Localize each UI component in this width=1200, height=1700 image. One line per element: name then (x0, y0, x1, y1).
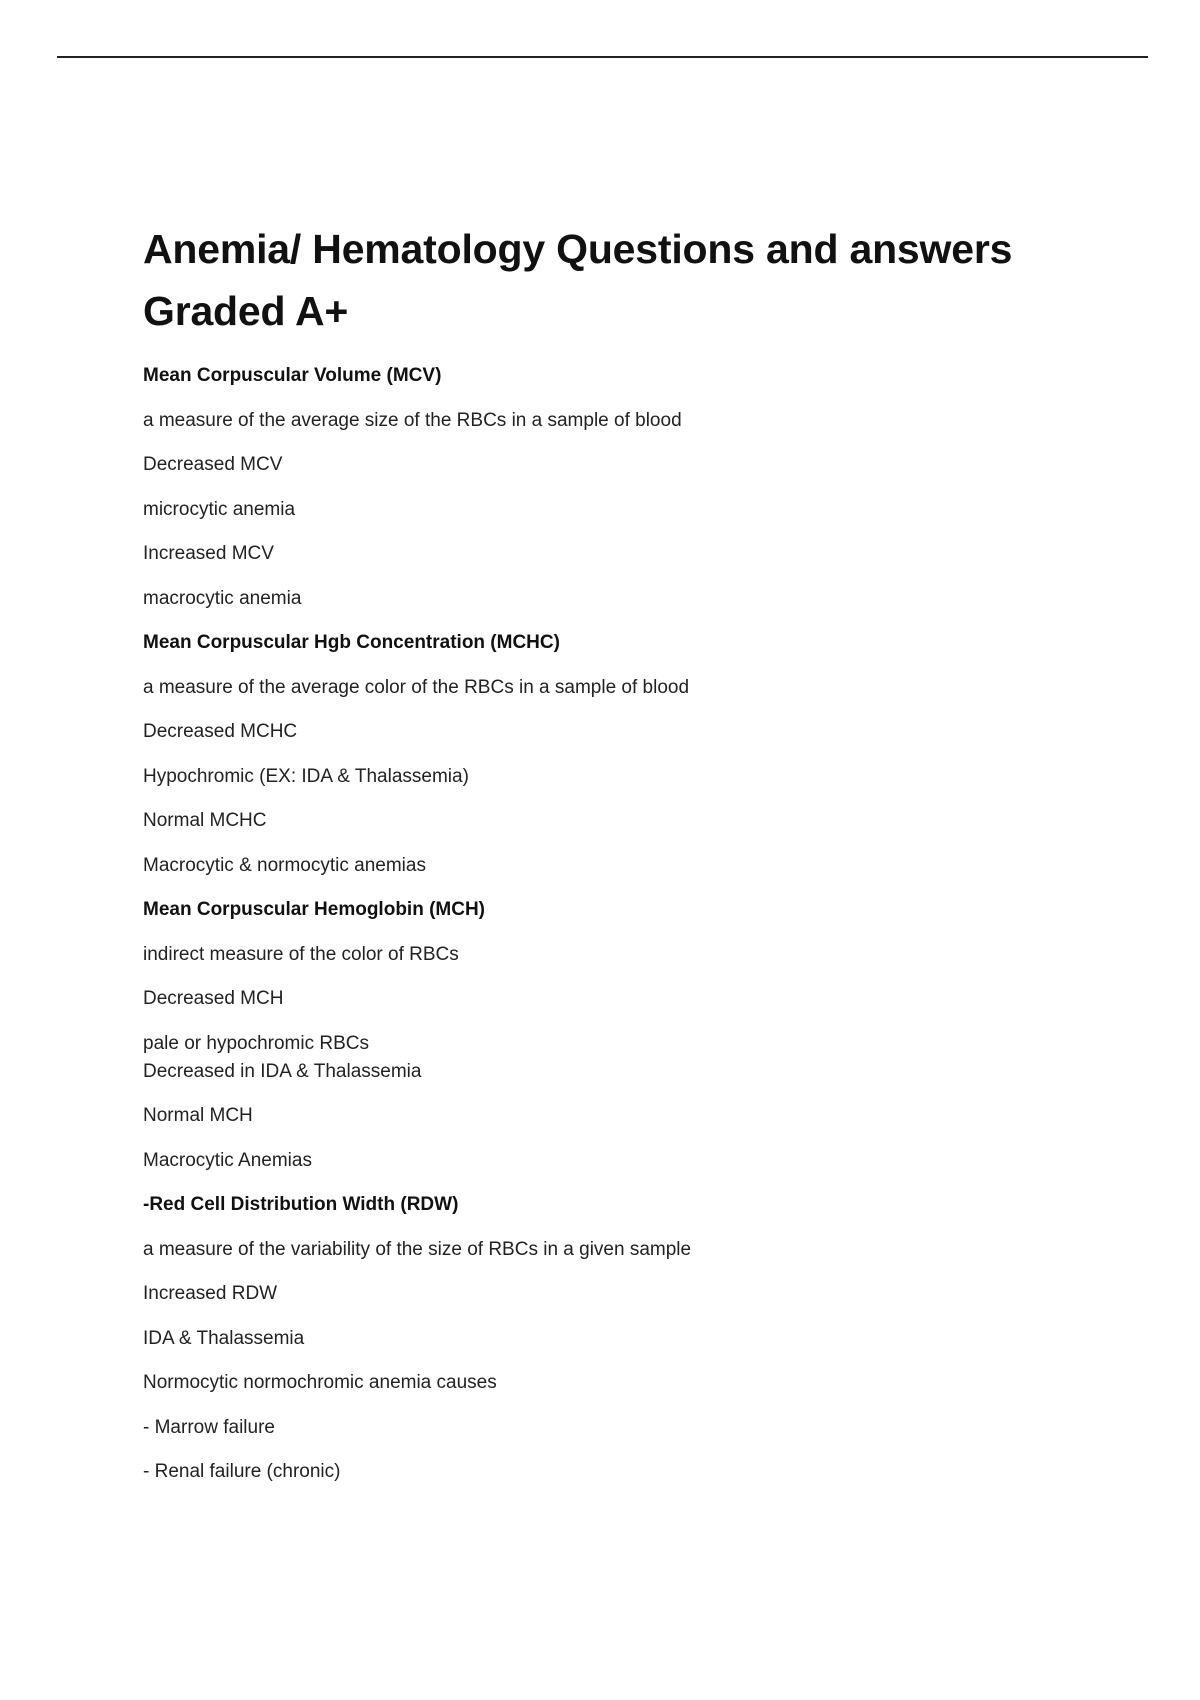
question-normal-mch: Normal MCH (143, 1105, 253, 1126)
answer-increased-mcv: macrocytic anemia (143, 587, 302, 609)
cause-marrow-failure: - Marrow failure (143, 1416, 275, 1438)
answer-increased-rdw: IDA & Thalassemia (143, 1327, 305, 1349)
header-rule (57, 56, 1148, 58)
title-line-2: Graded A+ (143, 288, 349, 334)
question-increased-mcv: Increased MCV (143, 543, 274, 564)
question-increased-rdw: Increased RDW (143, 1283, 278, 1304)
question-normocytic-causes: Normocytic normochromic anemia causes (143, 1372, 497, 1393)
answer-normal-mch: Macrocytic Anemias (143, 1149, 312, 1171)
term-rdw: -Red Cell Distribution Width (RDW) (143, 1194, 459, 1215)
question-decreased-mcv: Decreased MCV (143, 454, 283, 475)
cause-renal-failure: - Renal failure (chronic) (143, 1461, 341, 1482)
definition-mch: indirect measure of the color of RBCs (143, 943, 459, 965)
question-decreased-mchc: Decreased MCHC (143, 721, 298, 742)
answer-decreased-mcv: microcytic anemia (143, 498, 296, 520)
term-mcv: Mean Corpuscular Volume (MCV) (143, 365, 442, 386)
answer-decreased-mch: pale or hypochromic RBCs Decreased in IDA & Thalassemia (143, 1032, 422, 1082)
entry-list (143, 362, 1123, 1486)
term-mchc: Mean Corpuscular Hgb Concentration (MCHC) (143, 632, 560, 653)
title-line-1: Anemia/ Hematology Questions and answers (143, 226, 1013, 272)
definition-rdw: a measure of the variability of the size of RBCs in a given sample (143, 1238, 692, 1260)
term-mch: Mean Corpuscular Hemoglobin (MCH) (143, 899, 486, 920)
document-title (143, 218, 1123, 342)
question-normal-mchc: Normal MCHC (143, 810, 267, 831)
definition-mcv: a measure of the average size of the RBCs in a sample of blood (143, 409, 682, 431)
question-decreased-mch: Decreased MCH (143, 988, 284, 1009)
definition-mchc: a measure of the average color of the RBCs in a sample of blood (143, 676, 690, 698)
document-content (143, 218, 1123, 1503)
answer-decreased-mchc: Hypochromic (EX: IDA & Thalassemia) (143, 765, 469, 787)
answer-normal-mchc: Macrocytic & normocytic anemias (143, 854, 426, 876)
